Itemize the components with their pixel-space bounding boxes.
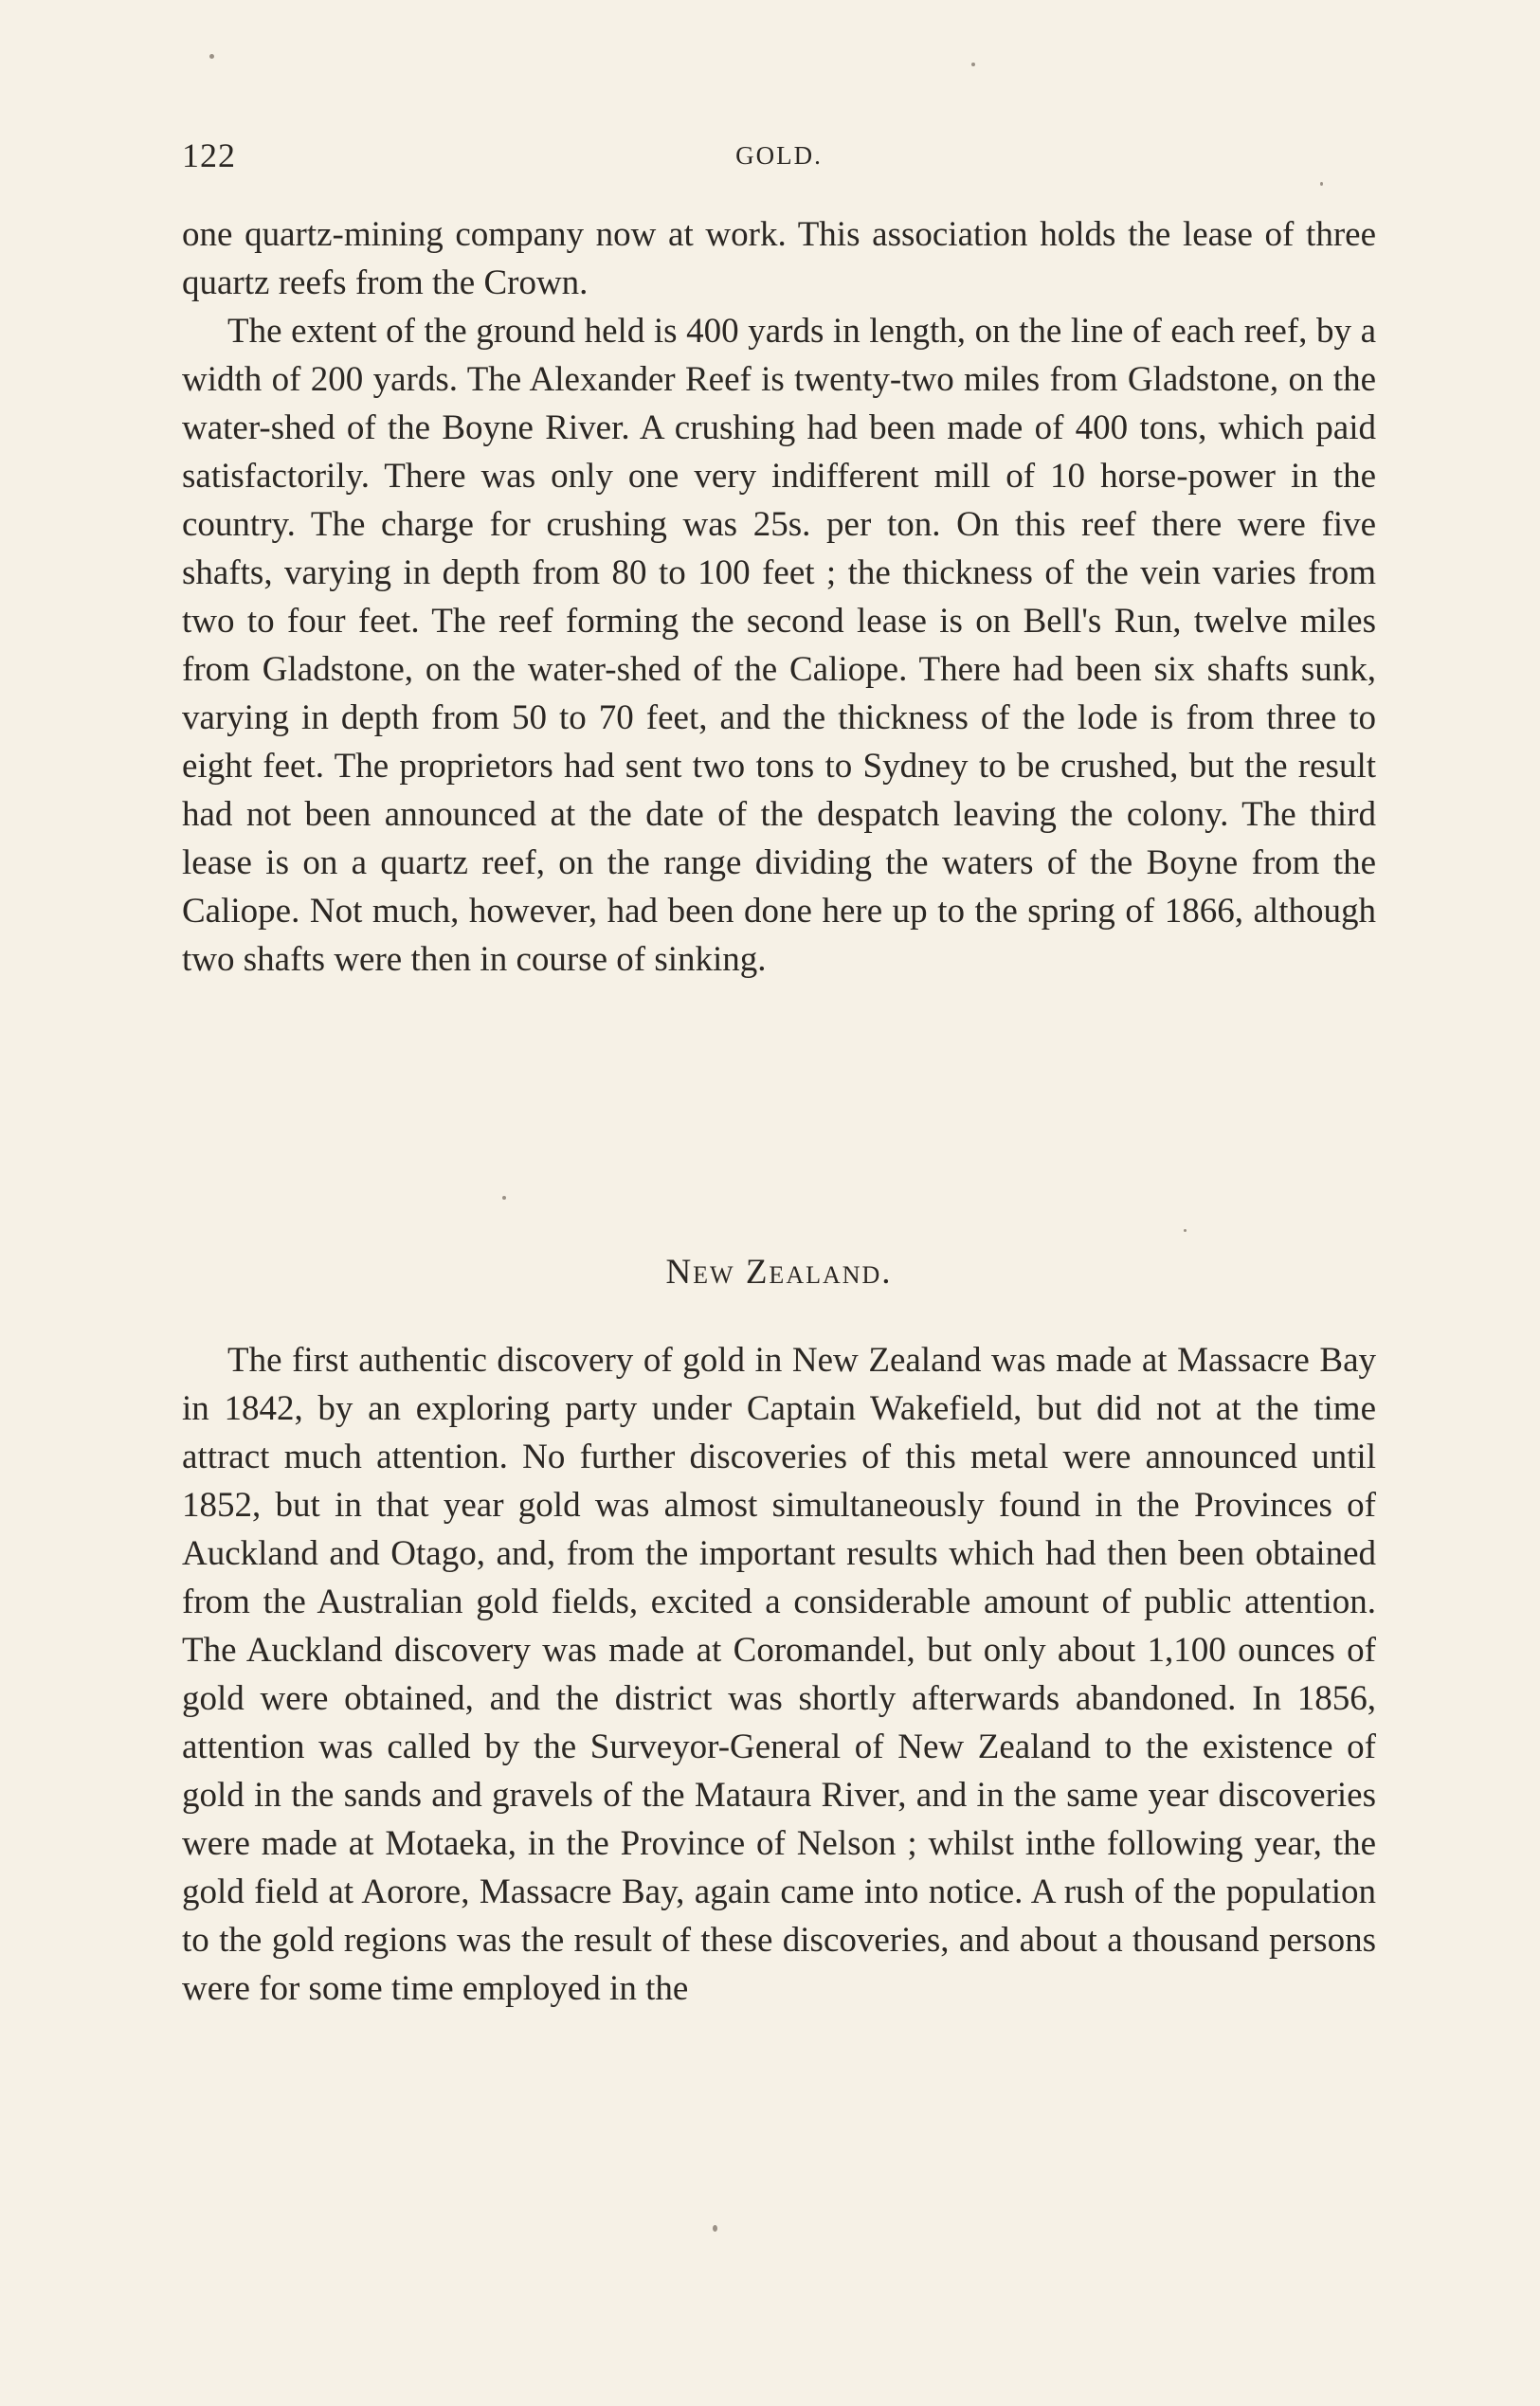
paper-speck bbox=[502, 1196, 506, 1200]
paper-speck bbox=[971, 63, 975, 66]
paper-speck bbox=[1184, 1229, 1187, 1232]
section-heading: New Zealand. bbox=[665, 1253, 893, 1292]
page-number: 122 bbox=[182, 136, 236, 174]
paper-speck bbox=[713, 2225, 717, 2232]
body-text-top bbox=[182, 210, 1376, 984]
paragraph-queensland-reefs: The extent of the ground held is 400 yards in length, on the line of each reef, by a width of 200 yards. The Alexander Reef is twenty-two miles from Gladstone, on the water-shed of the Boyne River. A crushing had been made of 400 tons, which paid satisfactorily. There was only one very indifferent mill of 10 horse-power in the country. The charge for crushing was 25s. per ton. On this reef there were five shafts, varying in depth from 80 to 100 feet ; the thickness of the vein varies from two to four feet. The reef forming the second lease is on Bell's Run, twelve miles from Gladstone, on the water-shed of the Caliope. There had been six shafts sunk, varying in depth from 50 to 70 feet, and the thickness of the lode is from three to eight feet. The proprietors had sent two tons to Sydney to be crushed, but the result had not been announced at the date of the despatch leaving the colony. The third lease is on a quartz reef, on the range dividing the waters of the Boyne from the Caliope. Not much, however, had been done here up to the spring of 1866, although two shafts were then in course of sinking. bbox=[182, 312, 1376, 979]
body-text-new-zealand bbox=[182, 1336, 1376, 2013]
paper-speck bbox=[209, 54, 214, 59]
running-title: GOLD. bbox=[735, 141, 823, 170]
paragraph-new-zealand: The first authentic discovery of gold in New Zealand was made at Massacre Bay in 1842, by an exploring party under Captain Wakefield, but did not at the time attract much attention. No further discoveries of this metal were announced until 1852, but in that year gold was almost simultaneously found in the Provinces of Auckland and Otago, and, from the important results which had then been obtained from the Australian gold fields, excited a considerable amount of public attention. The Auckland discovery was made at Coromandel, but only about 1,100 ounces of gold were obtained, and the district was shortly afterwards abandoned. In 1856, attention was called by the Surveyor-General of New Zealand to the existence of gold in the sands and gravels of the Mataura River, and in the same year discoveries were made at Motaeka, in the Province of Nelson ; whilst inthe following year, the gold field at Aorore, Massacre Bay, again came into notice. A rush of the population to the gold regions was the result of these discoveries, and about a thousand persons were for some time employed in the bbox=[182, 1341, 1376, 2008]
paper-speck bbox=[1320, 182, 1323, 186]
running-head bbox=[182, 136, 1376, 183]
paragraph-continued: one quartz-mining company now at work. This association holds the lease of three quartz reefs from the Crown. bbox=[182, 215, 1376, 302]
